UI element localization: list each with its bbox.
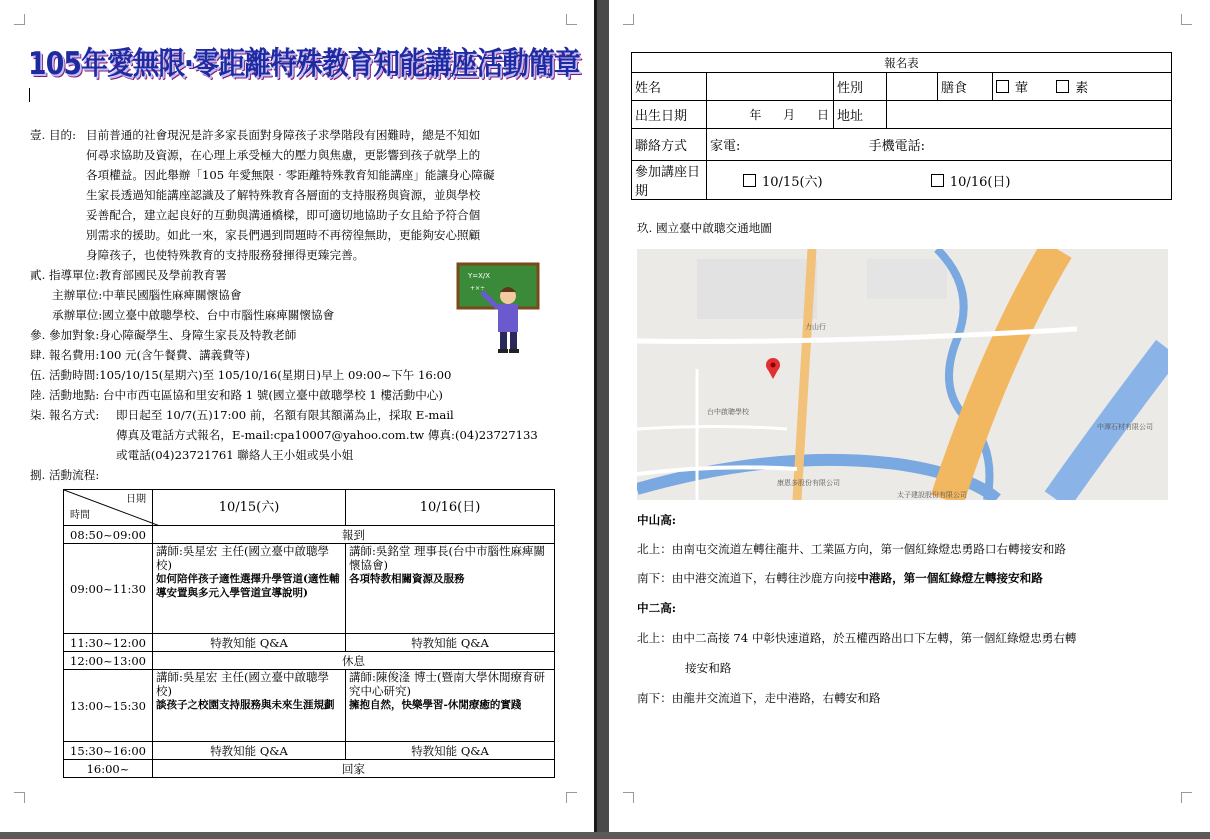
- purpose-line: 何尋求協助及資源，在心理上承受極大的壓力與焦慮，更影響到孩子就學上的: [86, 148, 481, 162]
- margin-mark: [1181, 14, 1192, 25]
- date2-label: 10/16(日): [949, 174, 1011, 190]
- topic: 如何陪伴孩子適性選擇升學管道(適性輔導安置與多元入學管道宣導說明): [156, 573, 340, 599]
- zs-north: 北上：由南屯交流道左轉往龍井、工業區方向，第一個紅綠燈忠勇路口右轉接安和路: [637, 542, 1066, 556]
- session-cell: [153, 544, 346, 634]
- day1-header: 10/15(六): [153, 490, 346, 526]
- topic: 擁抱自然，快樂學習-休閒療癒的實踐: [349, 699, 522, 711]
- schedule-label: 捌. 活動流程:: [30, 468, 100, 482]
- margin-mark: [14, 14, 25, 25]
- ze-title: 中二高:: [637, 601, 677, 615]
- margin-mark: [623, 792, 634, 803]
- organizer-unit: 承辦單位:國立臺中啟聰學校、台中市腦性麻痺關懷協會: [52, 308, 335, 322]
- purpose-line: 身障孩子，也使特殊教育的支持服務發揮得更臻完善。: [86, 248, 365, 262]
- home-phone-label: 家電:: [710, 139, 741, 154]
- time-cell: 16:00~: [64, 760, 153, 778]
- name-field[interactable]: [707, 73, 834, 101]
- contact-field: [707, 129, 1172, 161]
- session-cell: [346, 544, 555, 634]
- speaker: 講師:吳銘堂 理事長(台中市腦性麻痺關懷協會): [349, 544, 546, 572]
- svg-text:Y=X/X: Y=X/X: [468, 272, 491, 280]
- margin-mark: [566, 792, 577, 803]
- speaker: 講師:吳星宏 主任(國立臺中啟聰學校): [156, 670, 330, 698]
- ze-north-1: 北上：由中二高接 74 中彰快速道路，於五權西路出口下左轉，第一個紅綠燈忠勇右轉: [637, 631, 1077, 645]
- checkin-cell: 報到: [153, 526, 555, 544]
- map-label: 台中啟聰學校: [707, 408, 749, 416]
- topic: 談孩子之校園支持服務與未來生涯規劃: [156, 699, 335, 711]
- corner-date: 日期: [126, 494, 146, 505]
- purpose-line: 妥善配合，建立起良好的互動與溝通橋樑，即可適切地協助子女且給予符合個: [86, 208, 481, 222]
- guide-unit: 貳. 指導單位:教育部國民及學前教育署: [30, 268, 227, 282]
- page-one: [0, 0, 597, 832]
- time-cell: 11:30~12:00: [64, 634, 153, 652]
- gender-label: 性別: [834, 73, 887, 101]
- registration-label: 柒. 報名方式:: [30, 408, 100, 422]
- speaker: 講師:陳俊湰 博士(暨南大學休閒療育研究中心研究): [349, 670, 546, 698]
- attend-label: 參加講座日期: [632, 161, 707, 200]
- zs-south: [637, 568, 1043, 588]
- veg-label: 素: [1075, 81, 1089, 96]
- veg-checkbox[interactable]: [1056, 80, 1069, 93]
- map-label: 康恩多股份有限公司: [777, 479, 840, 487]
- meat-label: 葷: [1015, 81, 1029, 96]
- time-cell: 09:00~11:30: [64, 544, 153, 634]
- birth-field[interactable]: 年 月 日: [707, 101, 834, 129]
- date1-checkbox[interactable]: [743, 174, 756, 187]
- day2-header: 10/16(日): [346, 490, 555, 526]
- time-cell: 08:50~09:00: [64, 526, 153, 544]
- text-cursor: [29, 88, 30, 102]
- qa-cell: 特教知能 Q&A: [153, 742, 346, 760]
- registration-form: [631, 52, 1172, 200]
- info-item: 參. 參加對象:身心障礙學生、身障生家長及特教老師: [30, 328, 297, 342]
- purpose-line: 各項權益。因此舉辦「105 年愛無限‧零距離特殊教育知能講座」能讓身心障礙: [86, 168, 495, 182]
- session-cell: [153, 670, 346, 742]
- map-drawing: [637, 249, 1168, 500]
- location-map[interactable]: [637, 249, 1168, 500]
- home-cell: 回家: [153, 760, 555, 778]
- zs-south-b: 中港路，第一個紅綠燈左轉接安和路: [857, 571, 1043, 585]
- info-item: 肆. 報名費用:100 元(含午餐費、講義費等): [30, 348, 251, 362]
- info-item: 陸. 活動地點: 台中市西屯區協和里安和路 1 號(國立臺中啟聰學校 1 樓活動中心): [30, 388, 443, 402]
- svg-text:+×÷: +×÷: [470, 285, 486, 292]
- corner-time: 時間: [70, 510, 90, 521]
- meat-checkbox[interactable]: [996, 80, 1009, 93]
- document-title: 105年愛無限‧零距離特殊教育知能講座活動簡章: [28, 46, 580, 82]
- qa-cell: 特教知能 Q&A: [346, 742, 555, 760]
- purpose-line: 別需求的援助。如此一來，家長們遇到問題時不再徬徨無助，更能夠安心照顧: [86, 228, 481, 242]
- break-cell: 休息: [153, 652, 555, 670]
- speaker: 講師:吳星宏 主任(國立臺中啟聰學校): [156, 544, 330, 572]
- margin-mark: [566, 14, 577, 25]
- host-unit: 主辦單位:中華民國腦性麻痺關懷協會: [52, 288, 242, 302]
- registration-line: 或電話(04)23721761 聯絡人王小姐或吳小姐: [116, 448, 354, 462]
- purpose-label: 壹. 目的:: [30, 128, 77, 142]
- page-two: [609, 0, 1210, 832]
- schedule-table: [63, 489, 555, 778]
- meal-options: [993, 73, 1172, 101]
- margin-mark: [1181, 792, 1192, 803]
- ze-north-2: 接安和路: [685, 661, 732, 675]
- mobile-label: 手機電話:: [868, 139, 926, 154]
- purpose-line: 生家長透過知能講座認識及了解特殊教育各層面的支持服務與資源，並與學校: [86, 188, 481, 202]
- date2-checkbox[interactable]: [931, 174, 944, 187]
- map-label: 中潭石材有限公司: [1097, 423, 1153, 431]
- teacher-illustration: [450, 262, 560, 354]
- map-label: 太子建設股份有限公司: [897, 491, 967, 499]
- time-cell: 15:30~16:00: [64, 742, 153, 760]
- date1-label: 10/15(六): [762, 174, 823, 190]
- address-label: 地址: [834, 101, 887, 129]
- map-label: 力山行: [805, 323, 826, 331]
- meal-label: 膳食: [938, 73, 993, 101]
- topic: 各項特教相關資源及服務: [349, 573, 465, 585]
- qa-cell: 特教知能 Q&A: [346, 634, 555, 652]
- registration-line: 傳真及電話方式報名，E-mail:cpa10007@yahoo.com.tw 傳真:(04)23727133: [116, 428, 538, 442]
- purpose-line: 目前普通的社會現況是許多家長面對身障孩子求學階段有困難時，總是不知如: [86, 128, 481, 142]
- margin-mark: [623, 14, 634, 25]
- qa-cell: 特教知能 Q&A: [153, 634, 346, 652]
- time-cell: 13:00~15:30: [64, 670, 153, 742]
- name-label: 姓名: [632, 73, 707, 101]
- margin-mark: [14, 792, 25, 803]
- schedule-corner-cell: [64, 490, 153, 526]
- info-item: 伍. 活動時間:105/10/15(星期六)至 105/10/16(星期日)早上 09:00~下午 16:00: [30, 368, 452, 382]
- birth-label: 出生日期: [632, 101, 707, 129]
- map-section-label: 玖. 國立臺中啟聰交通地圖: [637, 221, 772, 235]
- form-title: 報名表: [632, 53, 1172, 73]
- address-field[interactable]: [887, 101, 1172, 129]
- session-cell: [346, 670, 555, 742]
- gender-field[interactable]: [887, 73, 938, 101]
- ze-south: 南下：由龍井交流道下，走中港路，右轉安和路: [637, 691, 881, 705]
- registration-line: 即日起至 10/7(五)17:00 前，名額有限其額滿為止，採取 E-mail: [116, 408, 454, 422]
- contact-label: 聯絡方式: [632, 129, 707, 161]
- zs-south-a: 南下：由中港交流道下，右轉往沙鹿方向接: [637, 571, 858, 585]
- zs-title: 中山高:: [637, 513, 677, 527]
- time-cell: 12:00~13:00: [64, 652, 153, 670]
- attend-options: [707, 161, 1172, 200]
